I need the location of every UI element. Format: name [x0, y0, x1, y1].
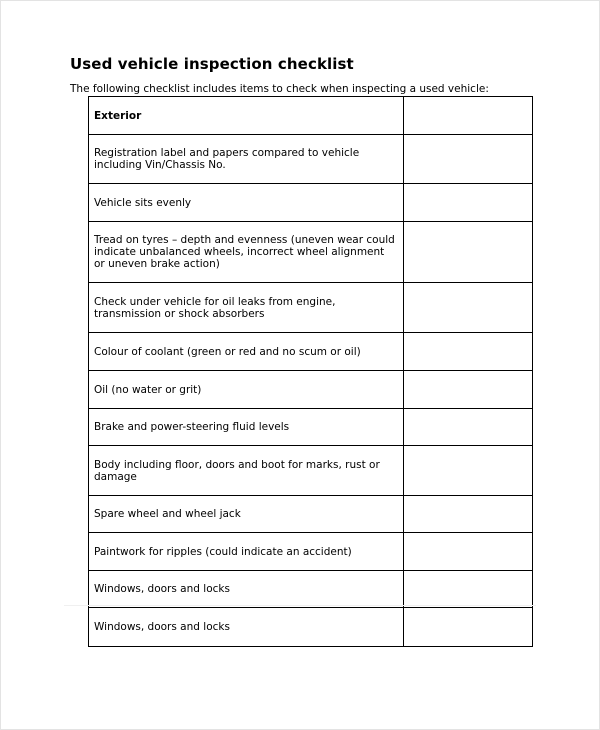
table-row: [89, 184, 533, 222]
check-cell[interactable]: [403, 371, 532, 409]
table-header-row: [89, 97, 533, 135]
section-heading: Exterior: [89, 97, 404, 135]
checklist-item: Registration label and papers compared to vehicle including Vin/Chassis No.: [89, 135, 404, 184]
checklist-item: Spare wheel and wheel jack: [89, 496, 404, 533]
checklist-item: Windows, doors and locks: [89, 608, 404, 647]
table-row: [89, 222, 533, 283]
inspection-checklist-table: [88, 96, 533, 647]
table-row: [89, 371, 533, 409]
table-row: [89, 496, 533, 533]
checklist-item: Tread on tyres – depth and evenness (uneven wear could indicate unbalanced wheels, incorrect wheel alignment or uneven brake action): [89, 222, 404, 283]
check-cell[interactable]: [403, 97, 532, 135]
check-cell[interactable]: [403, 496, 532, 533]
checklist-item: Paintwork for ripples (could indicate an accident): [89, 533, 404, 571]
checklist-item: Body including floor, doors and boot for marks, rust or damage: [89, 446, 404, 496]
checklist-item: Oil (no water or grit): [89, 371, 404, 409]
check-cell[interactable]: [403, 571, 532, 608]
check-cell[interactable]: [403, 446, 532, 496]
check-cell[interactable]: [403, 608, 532, 647]
divider: [64, 605, 536, 606]
table-row: [89, 608, 533, 647]
check-cell[interactable]: [403, 283, 532, 333]
checklist-item: Vehicle sits evenly: [89, 184, 404, 222]
check-cell[interactable]: [403, 222, 532, 283]
checklist-item: Check under vehicle for oil leaks from engine, transmission or shock absorbers: [89, 283, 404, 333]
check-cell[interactable]: [403, 184, 532, 222]
document-title: Used vehicle inspection checklist: [70, 55, 354, 73]
check-cell[interactable]: [403, 333, 532, 371]
table-row: [89, 533, 533, 571]
check-cell[interactable]: [403, 533, 532, 571]
check-cell[interactable]: [403, 409, 532, 446]
checklist-item: Windows, doors and locks: [89, 571, 404, 608]
checklist-item: Brake and power-steering fluid levels: [89, 409, 404, 446]
table-row: [89, 446, 533, 496]
table-row: [89, 283, 533, 333]
check-cell[interactable]: [403, 135, 532, 184]
table-row: [89, 409, 533, 446]
table-row: [89, 571, 533, 608]
table-row: [89, 135, 533, 184]
checklist-item: Colour of coolant (green or red and no scum or oil): [89, 333, 404, 371]
table-row: [89, 333, 533, 371]
intro-text: The following checklist includes items to check when inspecting a used vehicle:: [70, 83, 489, 95]
